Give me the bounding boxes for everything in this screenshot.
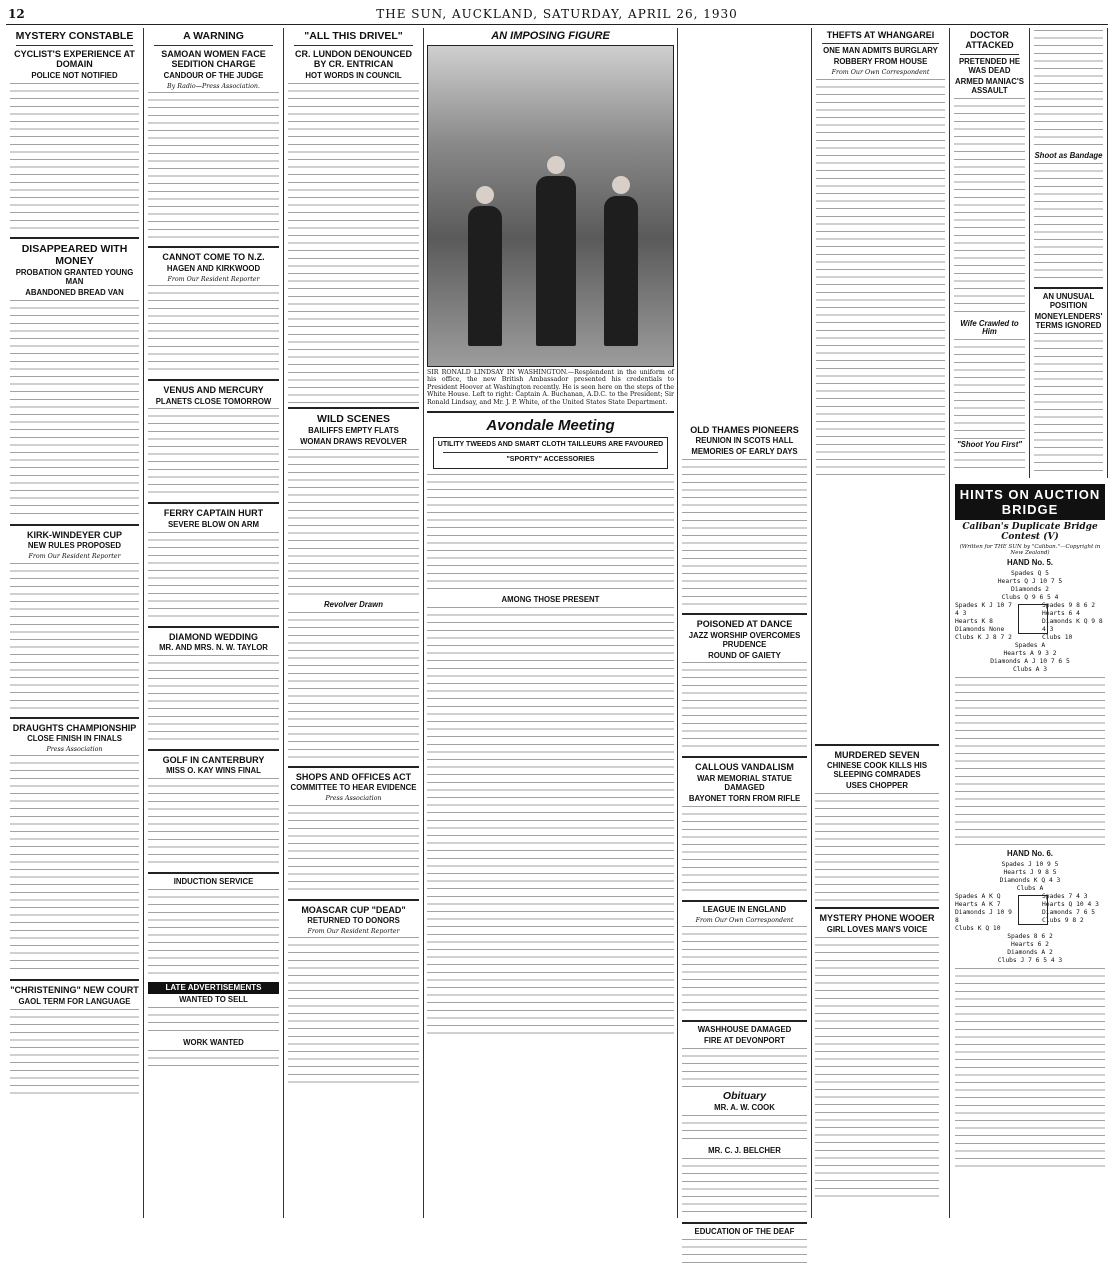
headline: DIAMOND WEDDING (169, 631, 258, 642)
headline: EDUCATION OF THE DEAF (694, 1227, 795, 1237)
hand-label: HAND No. 5. (1007, 558, 1053, 567)
article-text (148, 532, 279, 622)
hand-west: Spades K J 10 7 4 3 Hearts K 8 Diamonds None Clubs K J 8 7 2 (955, 601, 1012, 641)
headline: OLD THAMES PIONEERS (690, 425, 799, 435)
article-text (954, 339, 1025, 439)
subheadline: BAYONET TORN FROM RIFLE (688, 793, 801, 803)
ad-text (148, 1007, 279, 1037)
article-text (1034, 30, 1103, 150)
columns (6, 28, 1108, 1237)
subheadline: PRETENDED HE WAS DEAD (958, 56, 1021, 75)
headline: FERRY CAPTAIN HURT (163, 508, 264, 519)
byline: From Our Resident Reporter (28, 552, 121, 560)
section-subhead: Revolver Drawn (324, 599, 383, 609)
subheadline: ROBBERY FROM HOUSE (833, 57, 928, 67)
bridge-hand-5 (955, 559, 1105, 674)
newspaper-title: THE SUN, AUCKLAND, SATURDAY, APRIL 26, 1930 (376, 7, 738, 21)
bridge-block (952, 480, 1108, 1218)
subheadline: FIRE AT DEVONPORT (703, 1036, 785, 1046)
subheadline: CR. LUNDON DENOUNCED BY CR. ENTRICAN (295, 49, 412, 70)
masthead (6, 6, 1108, 25)
hand-north: Spades J 10 9 5 Hearts J 9 8 5 Diamonds K Q 4 3 Clubs A (999, 860, 1061, 892)
article-text (148, 889, 279, 979)
hand-south: Spades 8 6 2 Hearts 6 2 Diamonds A 2 Clubs J 7 6 5 4 3 (997, 932, 1063, 964)
article-text (815, 937, 939, 1197)
subheadline: "SPORTY" ACCESSORIES (506, 456, 595, 464)
bridge-hand-6 (955, 850, 1105, 965)
subheadline: GIRL LOVES MAN'S VOICE (826, 924, 928, 934)
photo-caption: SIR RONALD LINDSAY IN WASHINGTON.—Resplendent in the uniform of his office, the new British Ambassador presented his credentials to President Hoover at Washington recently. He is seen here on the steps of the White House. Left to right: Captain A. Buchanan, A.D.C. to the President; Sir Ronald Lindsay, and Mr. J. P. White, of the United States State Department. (427, 368, 674, 407)
column-5 (678, 28, 812, 1237)
ad-section: WANTED TO SELL (179, 994, 248, 1004)
section-subhead: Shoot as Bandage (1034, 151, 1103, 160)
hand-east: Spades 7 4 3 Hearts Q 10 4 3 Diamonds 7 6 5 Clubs 9 8 2 (1042, 892, 1099, 924)
column-1 (6, 28, 144, 1218)
hand-north: Spades Q 5 Hearts Q J 10 7 5 Diamonds 2 Clubs Q 9 6 5 4 (997, 569, 1063, 601)
headline: "ALL THIS DRIVEL" (304, 30, 403, 42)
subheadline: HAGEN AND KIRKWOOD (166, 263, 261, 273)
headline: MOASCAR CUP "DEAD" (301, 904, 406, 915)
article-text (682, 662, 807, 752)
headline: VENUS AND MERCURY (163, 385, 264, 396)
subheadline: MEMORIES OF EARLY DAYS (691, 447, 798, 457)
column-3 (284, 28, 424, 1218)
article-text (682, 459, 807, 609)
subheadline: USES CHOPPER (846, 781, 908, 791)
subheadline: WAR MEMORIAL STATUE DAMAGED (697, 773, 792, 792)
headline: SHOPS AND OFFICES ACT (295, 771, 412, 782)
headline: DISAPPEARED WITH MONEY (21, 242, 128, 267)
article-text (955, 968, 1105, 1168)
subheadline: CHINESE COOK KILLS HIS SLEEPING COMRADES (826, 761, 928, 780)
ad-text (148, 1050, 279, 1070)
article-text (682, 806, 807, 896)
article-text (148, 285, 279, 375)
article-text (148, 655, 279, 745)
subheadline: MISS O. KAY WINS FINAL (166, 766, 261, 776)
headline: CALLOUS VANDALISM (695, 762, 794, 773)
subheadline: GAOL TERM FOR LANGUAGE (18, 996, 131, 1006)
hand-west: Spades A K Q Hearts A K 7 Diamonds J 10 9 8 Clubs K Q 10 (955, 892, 1012, 932)
headline: MYSTERY PHONE WOOER (819, 913, 935, 924)
article-text (148, 778, 279, 868)
article-text (427, 607, 674, 1037)
column-center (424, 28, 678, 1218)
hand-label: HAND No. 6. (1007, 848, 1053, 858)
subheadline: POLICE NOT NOTIFIED (31, 70, 118, 80)
subheadline: ARMED MANIAC'S ASSAULT (955, 76, 1024, 95)
headline: AN UNUSUAL POSITION (1042, 291, 1095, 310)
obituary-name: MR. C. J. BELCHER (708, 1146, 781, 1156)
subheadline: ROUND OF GAIETY (708, 650, 781, 660)
subheadline: NEW RULES PROPOSED (27, 541, 122, 551)
bridge-subtitle: Caliban's Duplicate Bridge Contest (V) (962, 522, 1098, 542)
headline: "CHRISTENING" NEW COURT (10, 985, 139, 996)
byline: By Radio—Press Association. (167, 82, 260, 90)
photo-sir-ronald-lindsay (427, 45, 674, 367)
article-text (1034, 333, 1103, 473)
subheadline: CLOSE FINISH IN FINALS (27, 733, 122, 743)
byline: From Our Resident Reporter (307, 927, 400, 935)
obituary-name: MR. A. W. COOK (714, 1103, 775, 1113)
column-2 (144, 28, 284, 1218)
section-title: Obituary (722, 1090, 767, 1103)
article-text (288, 612, 419, 762)
article-text (288, 83, 419, 403)
bridge-banner: HINTS ON AUCTION BRIDGE (955, 484, 1105, 520)
byline: Press Association (325, 794, 382, 802)
section-subhead: "Shoot You First" (956, 440, 1022, 450)
headline: THEFTS AT WHANGAREI (826, 30, 935, 40)
subheadline: SEVERE BLOW ON ARM (167, 519, 260, 529)
article-text (954, 98, 1025, 318)
byline: From Our Own Correspondent (695, 916, 794, 924)
article-text (816, 79, 945, 479)
headline: KIRK-WINDEYER CUP (26, 529, 122, 540)
article-text (288, 805, 419, 895)
article-text (955, 677, 1105, 847)
column-6-lower (812, 740, 942, 1218)
article-text (148, 92, 279, 242)
article-text (288, 937, 419, 1087)
headline: CANNOT COME TO N.Z. (162, 252, 265, 263)
subheadline-box (433, 437, 668, 469)
article-text (682, 1239, 807, 1269)
article-text (10, 300, 139, 520)
headline: Avondale Meeting (486, 416, 615, 434)
subheadline: WOMAN DRAWS REVOLVER (300, 436, 407, 446)
headline: LEAGUE IN ENGLAND (702, 904, 787, 914)
subheadline: MR. AND MRS. N. W. TAYLOR (159, 643, 268, 653)
article-text (148, 408, 279, 498)
section-subhead: Wife Crawled to Him (960, 318, 1019, 337)
article-text (10, 563, 139, 713)
headline: MURDERED SEVEN (834, 750, 920, 760)
headline: GOLF IN CANTERBURY (162, 755, 265, 766)
subheadline: HOT WORDS IN COUNCIL (305, 70, 402, 80)
byline: From Our Own Correspondent (831, 69, 930, 77)
subheadline: ABANDONED BREAD VAN (25, 287, 124, 297)
headline: WASHHOUSE DAMAGED (697, 1025, 792, 1035)
headline: INDUCTION SERVICE (173, 877, 254, 887)
compass (1018, 895, 1048, 925)
article-text (815, 793, 939, 903)
subheadline: CANDOUR OF THE JUDGE (163, 70, 264, 80)
article-text (682, 1158, 807, 1218)
subheadline: MONEYLENDERS' TERMS IGNORED (1034, 311, 1103, 330)
photo-title: AN IMPOSING FIGURE (491, 30, 610, 42)
subheadline: COMMITTEE TO HEAR EVIDENCE (290, 782, 417, 792)
article-text (682, 926, 807, 1016)
headline: DRAUGHTS CHAMPIONSHIP (12, 722, 137, 733)
headline: WILD SCENES (317, 412, 390, 425)
article-text (10, 83, 139, 233)
article-text (682, 1115, 807, 1145)
byline: Press Association (46, 745, 103, 753)
bridge-credit: (Written for THE SUN by "Caliban."—Copyright in New Zealand) (959, 544, 1101, 556)
hand-east: Spades 9 8 6 2 Hearts 6 4 Diamonds K Q 9 8 4 3 Clubs 10 (1042, 601, 1103, 641)
article-text (1034, 163, 1103, 283)
hand-south: Spades A Hearts A 9 3 2 Diamonds A J 10 7 6 5 Clubs A 3 (990, 641, 1070, 673)
page-number: 12 (8, 7, 25, 21)
article-text (10, 755, 139, 975)
headline: POISONED AT DANCE (696, 619, 793, 630)
subheadline: SAMOAN WOMEN FACE SEDITION CHARGE (161, 49, 266, 70)
ad-section: WORK WANTED (183, 1037, 244, 1047)
headline: A WARNING (183, 30, 244, 42)
subheadline: JAZZ WORSHIP OVERCOMES PRUDENCE (688, 630, 801, 649)
subheadline: PROBATION GRANTED YOUNG MAN (15, 267, 134, 286)
subheadline: ONE MAN ADMITS BURGLARY (823, 46, 938, 56)
subheadline: PLANETS CLOSE TOMORROW (155, 396, 272, 406)
subheadline: UTILITY TWEEDS AND SMART CLOTH TAILLEURS ARE FAVOURED (437, 440, 664, 448)
article-text (288, 449, 419, 599)
advertisements-header: LATE ADVERTISEMENTS (148, 982, 279, 994)
subheadline: REUNION IN SCOTS HALL (695, 436, 794, 446)
article-text (954, 452, 1025, 472)
section-subhead: AMONG THOSE PRESENT (501, 594, 600, 604)
byline: From Our Resident Reporter (167, 275, 260, 283)
subheadline: CYCLIST'S EXPERIENCE AT DOMAIN (14, 49, 135, 70)
article-text (427, 474, 674, 594)
compass (1018, 604, 1048, 634)
headline: MYSTERY CONSTABLE (15, 30, 134, 42)
subheadline: RETURNED TO DONORS (307, 915, 400, 925)
subheadline: BAILIFFS EMPTY FLATS (308, 425, 399, 435)
headline: DOCTOR ATTACKED (965, 30, 1014, 51)
article-text (682, 1048, 807, 1088)
article-text (10, 1009, 139, 1099)
